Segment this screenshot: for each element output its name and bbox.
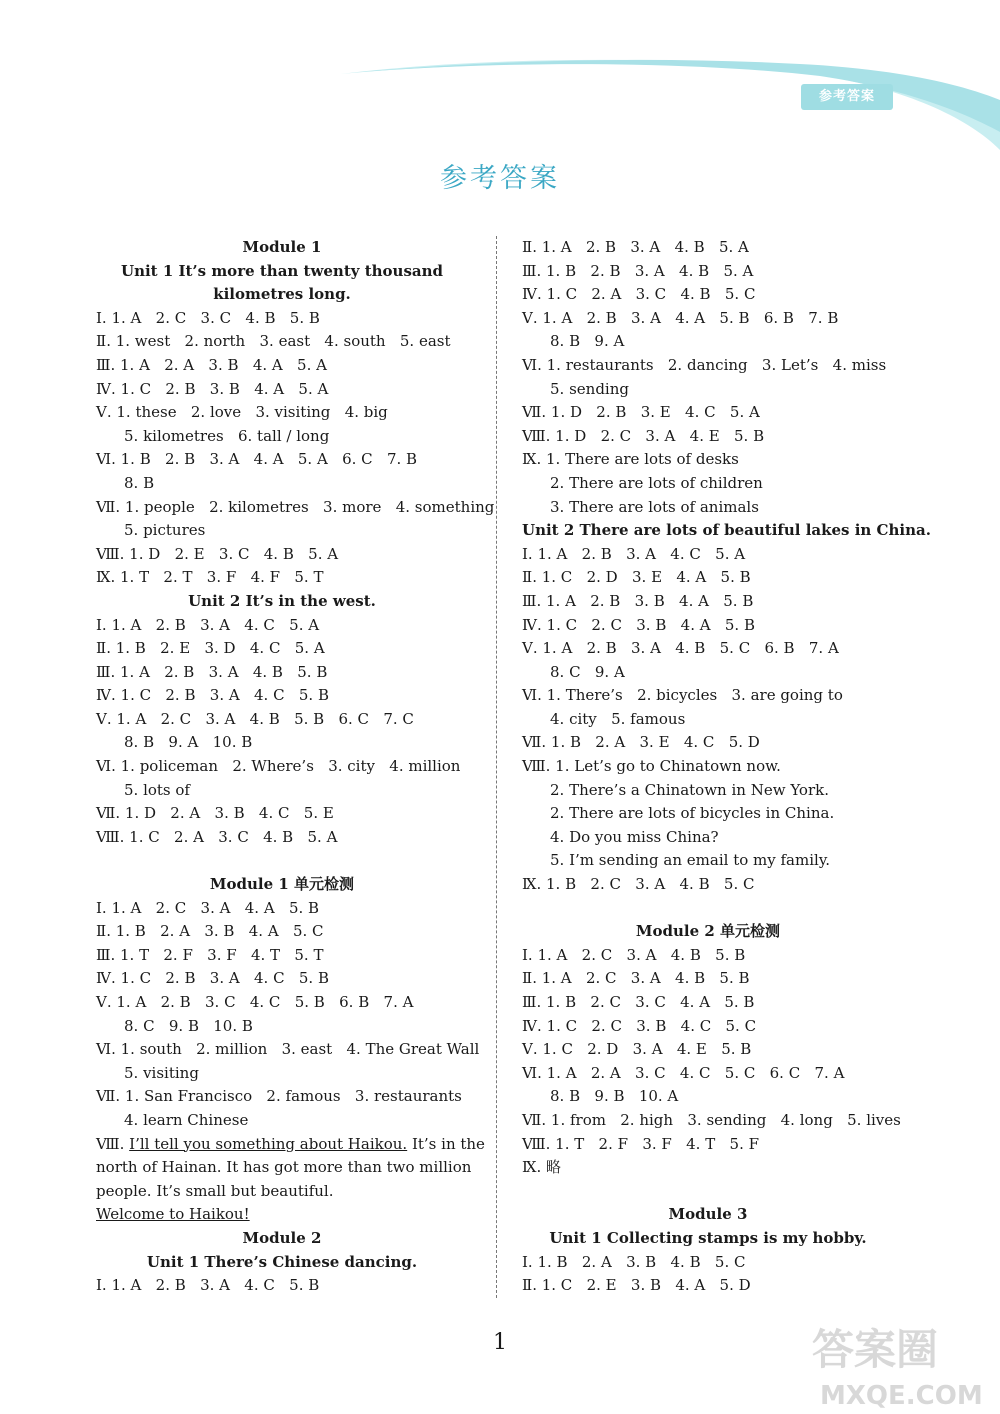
answer-line: Ⅴ. 1. A 2. C 3. A 4. B 5. B 6. C 7. C — [96, 709, 414, 728]
answer-line: people. It’s small but beautiful. — [96, 1181, 334, 1200]
page-title: 参考答案 — [440, 163, 560, 194]
answer-line — [96, 1133, 485, 1157]
answer-line: 8. C 9. B 10. B — [124, 1016, 253, 1035]
answer-line: Ⅵ. 1. south 2. million 3. east 4. The Great Wall — [96, 1040, 480, 1059]
section-heading: Module 2 — [242, 1228, 322, 1247]
answer-line: 5. I’m sending an email to my family. — [550, 851, 831, 870]
answer-line: Ⅱ. 1. C 2. D 3. E 4. A 5. B — [522, 568, 751, 587]
answer-line: 5. pictures — [124, 521, 206, 540]
spacer — [522, 897, 894, 921]
answer-line: Ⅲ. 1. A 2. A 3. B 4. A 5. A — [96, 355, 327, 374]
answer-line: 4. learn Chinese — [124, 1110, 249, 1129]
answer-line: Ⅷ. 1. T 2. F 3. F 4. T 5. F — [522, 1134, 760, 1153]
answer-line: north of Hainan. It has got more than two million — [96, 1158, 472, 1177]
answer-line: 5. sending — [550, 379, 629, 398]
answer-line: 5. kilometres 6. tall / long — [124, 426, 330, 445]
answer-line: Ⅰ. 1. A 2. C 3. A 4. B 5. B — [522, 945, 746, 964]
answer-line — [96, 1203, 468, 1227]
answer-line: Ⅰ. 1. A 2. C 3. C 4. B 5. B — [96, 308, 320, 327]
section-heading: Module 3 — [668, 1205, 748, 1224]
answer-line: Ⅸ. 略 — [522, 1158, 562, 1177]
spacer — [522, 1180, 894, 1204]
answer-line: Ⅴ. 1. these 2. love 3. visiting 4. big — [96, 403, 388, 422]
section-heading: kilometres long. — [213, 285, 351, 304]
answer-line: Ⅵ. 1. policeman 2. Where’s 3. city 4. million — [96, 757, 461, 776]
answer-line: Ⅴ. 1. A 2. B 3. A 4. B 5. C 6. B 7. A — [522, 639, 839, 658]
page-number: 1 — [493, 1330, 507, 1355]
answer-line: Ⅳ. 1. C 2. B 3. A 4. C 5. B — [96, 686, 329, 705]
answer-line: 2. There are lots of bicycles in China. — [550, 804, 835, 823]
answer-line: Ⅲ. 1. A 2. B 3. A 4. B 5. B — [96, 662, 328, 681]
section-heading: Module 1 — [242, 238, 322, 256]
answer-line: 4. city 5. famous — [550, 709, 686, 728]
answer-line: Ⅲ. 1. T 2. F 3. F 4. T 5. T — [96, 945, 324, 964]
answer-line: Ⅶ. 1. from 2. high 3. sending 4. long 5. lives — [522, 1110, 901, 1129]
answer-line: 2. There’s a Chinatown in New York. — [550, 780, 829, 799]
answer-line: Ⅲ. 1. A 2. B 3. B 4. A 5. B — [522, 591, 754, 610]
answer-line: Ⅶ. 1. B 2. A 3. E 4. C 5. D — [522, 733, 760, 752]
section-heading: Unit 2 There are lots of beautiful lakes in China. — [522, 521, 931, 540]
answer-key-tab: 参考答案 — [801, 84, 893, 110]
answer-line: 8. B 9. A 10. B — [124, 733, 253, 752]
answer-line: Ⅴ. 1. C 2. D 3. A 4. E 5. B — [522, 1040, 752, 1059]
answer-line: Ⅶ. 1. people 2. kilometres 3. more 4. something — [96, 497, 495, 516]
answer-line: Ⅳ. 1. C 2. B 3. A 4. C 5. B — [96, 969, 329, 988]
answer-line: Ⅰ. 1. B 2. A 3. B 4. B 5. C — [522, 1252, 746, 1271]
answer-line: Ⅰ. 1. A 2. B 3. A 4. C 5. B — [96, 1276, 320, 1295]
section-heading: Unit 1 There’s Chinese dancing. — [146, 1252, 418, 1271]
answer-line: 3. There are lots of animals — [550, 497, 759, 516]
line-suffix: It’s in the — [407, 1134, 485, 1153]
answer-line: Ⅳ. 1. C 2. C 3. B 4. A 5. B — [522, 615, 755, 634]
answer-line: Ⅳ. 1. C 2. B 3. B 4. A 5. A — [96, 379, 329, 398]
answer-line: Ⅷ. 1. Let’s go to Chinatown now. — [522, 757, 781, 776]
answer-line: Ⅶ. 1. D 2. B 3. E 4. C 5. A — [522, 403, 760, 422]
answer-line: Ⅲ. 1. B 2. C 3. C 4. A 5. B — [522, 993, 755, 1011]
answer-line: Ⅳ. 1. C 2. A 3. C 4. B 5. C — [522, 285, 756, 304]
right-column — [522, 236, 931, 1298]
svg-text:答案圈: 答案圈 — [812, 1325, 939, 1374]
section-heading: Module 2 单元检测 — [635, 922, 781, 941]
answer-line: Ⅱ. 1. B 2. A 3. B 4. A 5. C — [96, 922, 324, 941]
answer-line: 5. lots of — [124, 780, 190, 799]
section-heading: Unit 2 It’s in the west. — [188, 591, 376, 610]
answer-line: Ⅰ. 1. A 2. B 3. A 4. C 5. A — [96, 615, 320, 634]
answer-line: Ⅷ. 1. C 2. A 3. C 4. B 5. A — [96, 827, 338, 846]
answer-line: Ⅸ. 1. T 2. T 3. F 4. F 5. T — [96, 568, 324, 587]
answer-line: Ⅵ. 1. restaurants 2. dancing 3. Let’s 4. miss — [522, 355, 887, 374]
answer-line: 4. Do you miss China? — [550, 827, 719, 846]
underlined-text: I’ll tell you something about Haikou. — [129, 1134, 408, 1153]
answer-line: Ⅱ. 1. west 2. north 3. east 4. south 5. east — [96, 332, 451, 351]
answer-line: Ⅴ. 1. A 2. B 3. A 4. A 5. B 6. B 7. B — [522, 308, 839, 327]
answer-line: Ⅰ. 1. A 2. B 3. A 4. C 5. A — [522, 544, 746, 563]
answer-line: 8. B 9. B 10. A — [550, 1087, 679, 1106]
answer-line: Ⅵ. 1. A 2. A 3. C 4. C 5. C 6. C 7. A — [522, 1063, 845, 1082]
answer-line: 8. B — [124, 473, 155, 492]
spacer — [96, 849, 468, 873]
answer-line: Ⅸ. 1. There are lots of desks — [522, 450, 739, 469]
answer-line: Ⅳ. 1. C 2. C 3. B 4. C 5. C — [522, 1016, 757, 1035]
answer-line: Ⅵ. 1. B 2. B 3. A 4. A 5. A 6. C 7. B — [96, 450, 418, 469]
left-column — [96, 236, 495, 1298]
watermark-logo — [806, 1318, 996, 1410]
answer-line: 8. B 9. A — [550, 332, 625, 351]
section-heading: Module 1 单元检测 — [209, 875, 355, 894]
answer-line: Ⅰ. 1. A 2. C 3. A 4. A 5. B — [96, 898, 320, 917]
answer-line: Ⅱ. 1. A 2. B 3. A 4. B 5. A — [522, 238, 749, 256]
answer-line: Ⅷ. 1. D 2. E 3. C 4. B 5. A — [96, 544, 339, 563]
answer-line: 8. C 9. A — [550, 662, 625, 681]
answer-line: Ⅱ. 1. B 2. E 3. D 4. C 5. A — [96, 639, 325, 658]
svg-text:MXQE.COM: MXQE.COM — [820, 1381, 983, 1411]
section-heading: Unit 1 Collecting stamps is my hobby. — [549, 1228, 867, 1247]
answer-line: Ⅴ. 1. A 2. B 3. C 4. C 5. B 6. B 7. A — [96, 993, 414, 1011]
answer-line: Ⅶ. 1. D 2. A 3. B 4. C 5. E — [96, 804, 334, 823]
answer-line: Ⅱ. 1. A 2. C 3. A 4. B 5. B — [522, 969, 750, 988]
column-divider — [496, 236, 497, 1298]
answer-line: Ⅸ. 1. B 2. C 3. A 4. B 5. C — [522, 875, 755, 894]
answer-line: 2. There are lots of children — [550, 473, 763, 492]
answer-line: Ⅵ. 1. There’s 2. bicycles 3. are going to — [522, 686, 843, 705]
section-heading: Unit 1 It’s more than twenty thousand — [120, 261, 444, 280]
answer-line: Ⅲ. 1. B 2. B 3. A 4. B 5. A — [522, 261, 754, 280]
answer-line: Ⅱ. 1. C 2. E 3. B 4. A 5. D — [522, 1276, 751, 1295]
answer-line: Ⅶ. 1. San Francisco 2. famous 3. restaurants — [96, 1087, 462, 1106]
answer-line: Ⅷ. 1. D 2. C 3. A 4. E 5. B — [522, 426, 765, 445]
underlined-text: Welcome to Haikou! — [96, 1205, 250, 1224]
line-prefix: Ⅷ. — [96, 1134, 130, 1153]
answer-line: 5. visiting — [124, 1063, 199, 1082]
